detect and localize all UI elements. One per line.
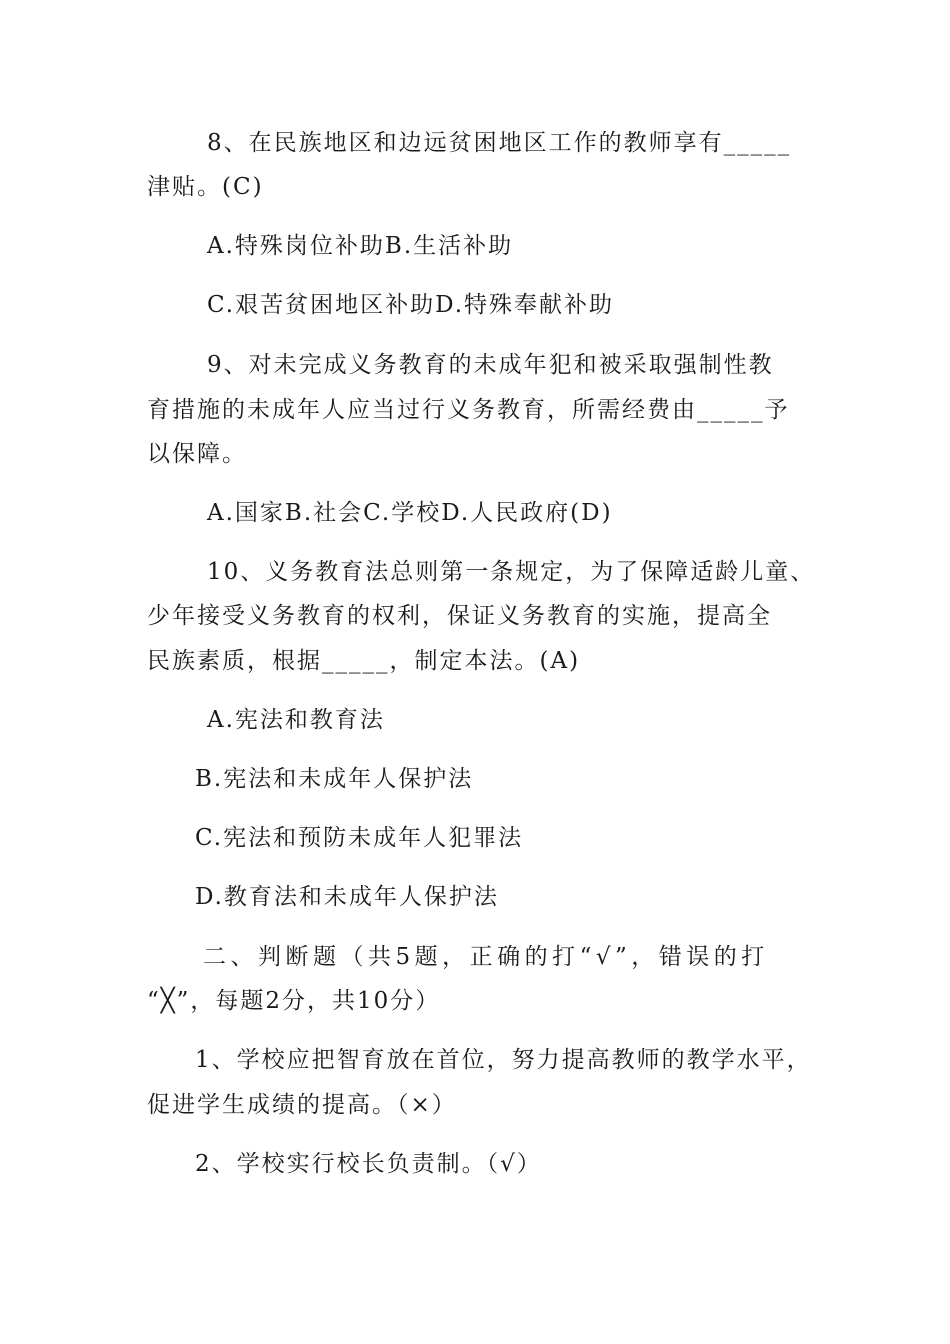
question-10-option-d: D.教育法和未成年人保护法	[195, 884, 499, 910]
question-10-line-2: 少年接受义务教育的权利，保证义务教育的实施，提高全	[147, 603, 772, 629]
question-10-line-1: 10、义务教育法总则第一条规定，为了保障适龄儿童、	[207, 559, 816, 585]
question-9-line-3: 以保障。	[147, 441, 247, 467]
section-2-heading-line-1: 二、判断题（共5题，正确的打“√”，错误的打	[203, 944, 769, 970]
section-2-heading-line-2: “╳”，每题2分，共10分）	[147, 988, 441, 1014]
question-10-line-3: 民族素质，根据_____，制定本法。(A)	[147, 648, 581, 674]
question-10-option-a: A.宪法和教育法	[207, 707, 385, 733]
question-8-options-cd: C.艰苦贫困地区补助D.特殊奉献补助	[207, 292, 615, 318]
question-8-line-1: 8、在民族地区和边远贫困地区工作的教师享有_____	[207, 130, 792, 156]
question-10-option-b: B.宪法和未成年人保护法	[195, 766, 474, 792]
question-9-line-1: 9、对未完成义务教育的未成年犯和被采取强制性教	[207, 352, 774, 378]
judgement-1-line-2: 促进学生成绩的提高。（×）	[147, 1092, 457, 1118]
judgement-2-line-1: 2、学校实行校长负责制。（√）	[195, 1151, 542, 1177]
question-10-option-c: C.宪法和预防未成年人犯罪法	[195, 825, 524, 851]
judgement-1-line-1: 1、学校应把智育放在首位，努力提高教师的教学水平，	[195, 1047, 812, 1073]
question-9-options: A.国家B.社会C.学校D.人民政府(D)	[207, 500, 613, 526]
question-9-line-2: 育措施的未成年人应当过行义务教育，所需经费由_____予	[147, 397, 790, 423]
question-8-options-ab: A.特殊岗位补助B.生活补助	[207, 233, 514, 259]
question-8-line-2: 津贴。(C)	[147, 174, 264, 200]
